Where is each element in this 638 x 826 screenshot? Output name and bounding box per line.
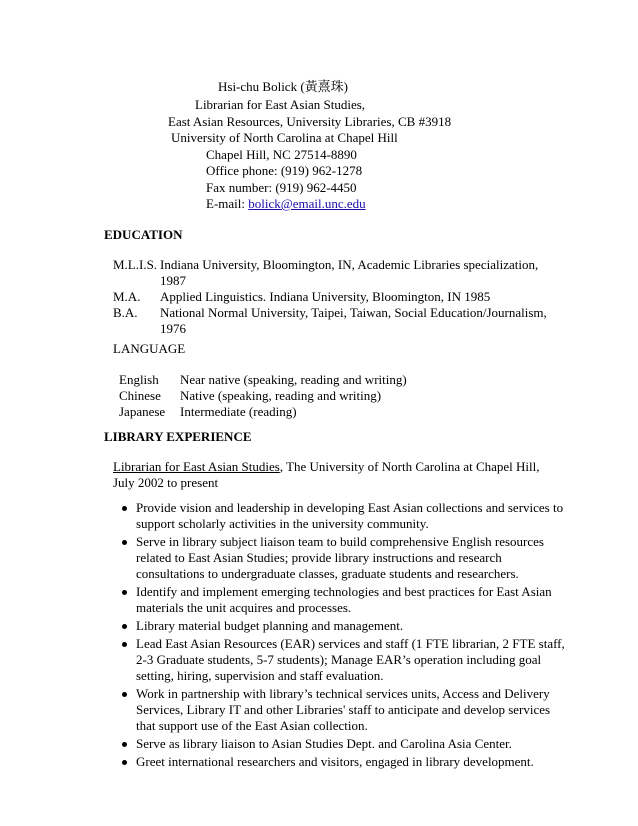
position-title: Librarian for East Asian Studies — [113, 459, 280, 474]
duties-list — [118, 500, 566, 772]
edu-degree-mlis: M.L.I.S. — [113, 257, 158, 272]
duty-item: Lead East Asian Resources (EAR) services and staff (1 FTE librarian, 2 FTE staff, 2-3 Graduate students, 5-7 students); Manage EAR’s operation including goal setting, hiring, supervision and staff evaluation. — [136, 636, 565, 683]
email-line — [206, 196, 366, 212]
lang-name-chinese: Chinese — [119, 388, 161, 403]
lang-name-english: English — [119, 372, 159, 387]
experience-heading: LIBRARY EXPERIENCE — [104, 429, 252, 444]
position-org: , The University of North Carolina at Chapel Hill, — [279, 459, 540, 474]
duty-item: Identify and implement emerging technologies and best practices for East Asian materials the unit acquires and processes. — [136, 584, 566, 616]
title-line: Librarian for East Asian Studies, — [195, 97, 366, 112]
lang-name-japanese: Japanese — [119, 404, 166, 419]
education-heading: EDUCATION — [104, 227, 183, 242]
duty-item: Serve as library liaison to Asian Studies Dept. and Carolina Asia Center. — [136, 736, 566, 752]
edu-cont-ba: 1976 — [160, 321, 186, 336]
duty-item: Library material budget planning and management. — [136, 618, 566, 634]
phone-line: Office phone: (919) 962-1278 — [206, 163, 363, 178]
lang-level-japanese: Intermediate (reading) — [180, 404, 297, 419]
duty-item: Serve in library subject liaison team to build comprehensive English resources related to East Asian Studies; provide library instructions and research consultations to undergraduate classes, graduate students and researchers. — [136, 534, 566, 582]
position-dates: July 2002 to present — [113, 475, 219, 490]
email-label: E-mail: — [206, 196, 249, 211]
edu-text-ba: National Normal University, Taipei, Taiwan, Social Education/Journalism, — [160, 305, 547, 320]
name-line: Hsi-chu Bolick (黃熹珠) — [218, 79, 348, 94]
dept-line: East Asian Resources, University Libraries, CB #3918 — [168, 114, 452, 129]
edu-degree-ba: B.A. — [113, 305, 138, 320]
edu-degree-ma: M.A. — [113, 289, 141, 304]
language-heading: LANGUAGE — [113, 341, 186, 356]
duty-item: Greet international researchers and visitors, engaged in library development. — [136, 754, 566, 770]
duty-item: Work in partnership with library’s technical services units, Access and Delivery Services, Library IT and other Libraries' staff to anticipate and develop services that support use of the East Asian collection. — [136, 686, 566, 734]
email-link[interactable]: bolick@email.unc.edu — [248, 196, 366, 211]
duty-item: Provide vision and leadership in developing East Asian collections and services to support scholarly activities in the university community. — [136, 500, 566, 532]
edu-text-ma: Applied Linguistics. Indiana University, Bloomington, IN 1985 — [160, 289, 491, 304]
city-line: Chapel Hill, NC 27514-8890 — [206, 147, 357, 162]
fax-line: Fax number: (919) 962-4450 — [206, 180, 357, 195]
lang-level-english: Near native (speaking, reading and writing) — [180, 372, 407, 387]
position-line — [113, 459, 540, 475]
lang-level-chinese: Native (speaking, reading and writing) — [180, 388, 382, 403]
edu-text-mlis: Indiana University, Bloomington, IN, Academic Libraries specialization, — [160, 257, 539, 272]
edu-cont-mlis: 1987 — [160, 273, 186, 288]
university-line: University of North Carolina at Chapel Hill — [171, 130, 398, 145]
